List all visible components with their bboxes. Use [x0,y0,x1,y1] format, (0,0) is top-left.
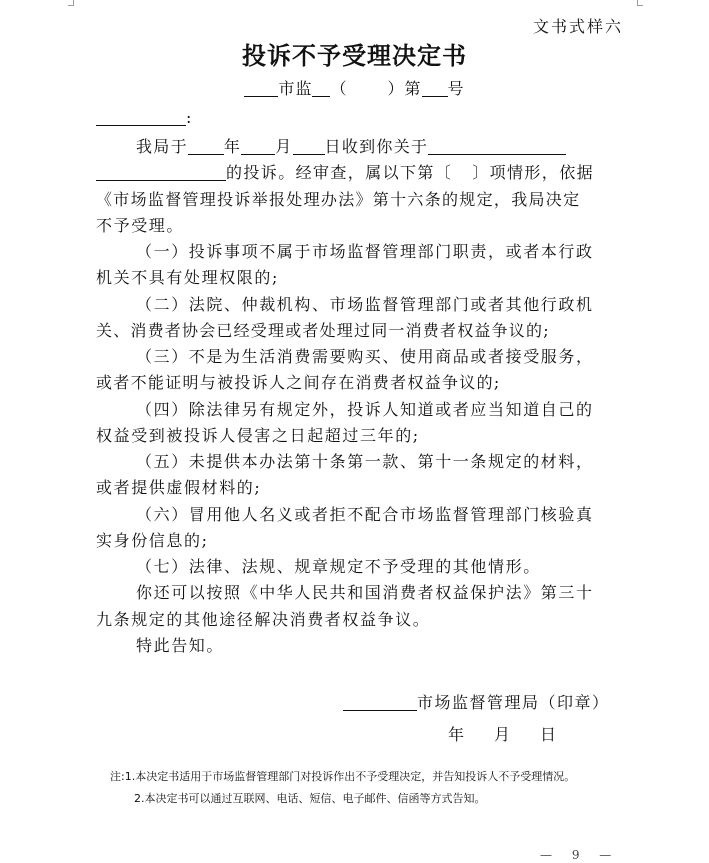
closing-line: 特此告知。 [136,636,225,655]
blank-field [96,109,186,126]
body-line: 不予受理。 [96,216,185,235]
body-line: 九条规定的其他途径解决消费者权益争议。 [96,610,431,629]
item-line: 实身份信息的; [96,531,209,550]
body-line: 我局于 年 月 日收到你关于 [136,134,676,157]
crop-mark [637,5,643,6]
note-1: 注:1.本决定书适用于市场监督管理部门对投诉作出不予受理决定，并告知投诉人不予受理情况。 [110,770,576,783]
item-line: （五）未提供本办法第十条第一款、第十一条规定的材料， [136,452,594,471]
signature-line: 市场监督管理局（印章） [343,690,610,713]
note-2: 2.本决定书可以通过互联网、电话、短信、电子邮件、信函等方式告知。 [134,792,486,805]
notes [110,766,575,810]
date-line: 年 月 日 [448,725,557,744]
item-line: （四）除法律另有规定外，投诉人知道或者应当知道自己的 [136,400,594,419]
blank-field [244,80,278,97]
item-line: （三）不是为生活消费需要购买、使用商品或者接受服务， [136,347,594,366]
item-line: （二）法院、仲裁机构、市场监督管理部门或者其他行政机 [136,295,594,314]
addressee-line: : [96,108,636,127]
blank-field [422,80,448,97]
body-line: 你还可以按照《中华人民共和国消费者权益保护法》第三十 [136,583,594,602]
form-number: 文书式样六 [532,17,623,36]
item-line: 关、消费者协会已经受理或者处理过同一消费者权益争议的; [96,321,550,340]
item-line: （六）冒用他人名义或者拒不配合市场监督管理部门核验真 [136,505,594,524]
document-title: 投诉不予受理决定书 [242,42,467,70]
item-line: 机关不具有处理权限的; [96,268,279,287]
item-line: （七）法律、法规、规章规定不予受理的其他情形。 [136,557,541,576]
blank-field [312,80,330,97]
page-number: — 9 — [540,848,620,862]
document-number: 市监 （ ）第 号 [0,76,709,99]
body-line: 的投诉。经审查，属以下第〔 〕项情形，依据 [96,160,636,183]
blank-field [96,164,226,181]
item-line: （一）投诉事项不属于市场监督管理部门职责，或者本行政 [136,242,594,261]
blank-field [428,138,566,155]
item-line: 或者提供虚假材料的; [96,478,262,497]
blank-field [241,138,275,155]
blank-field [343,694,417,711]
blank-field [188,138,224,155]
item-line: 权益受到被投诉人侵害之日起超过三年的; [96,426,420,445]
body-line: 《市场监督管理投诉举报处理办法》第十六条的规定，我局决定 [96,190,581,209]
blank-field [293,138,325,155]
item-line: 或者不能证明与被投诉人之间存在消费者权益争议的; [96,373,501,392]
crop-mark [68,5,74,6]
